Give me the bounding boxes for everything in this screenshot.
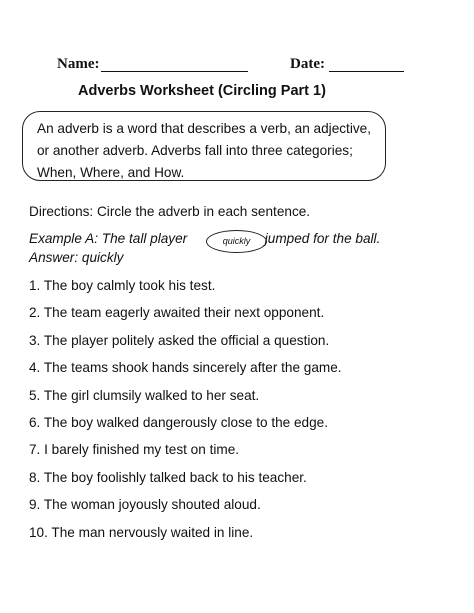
example-answer: Answer: quickly — [29, 250, 124, 265]
sentence-item: 4. The teams shook hands sincerely after the game. — [29, 360, 342, 376]
header-fields — [57, 56, 434, 78]
sentence-item: 9. The woman joyously shouted aloud. — [29, 497, 261, 513]
sentence-item: 5. The girl clumsily walked to her seat. — [29, 387, 260, 403]
sentence-item: 7. I barely finished my test on time. — [29, 442, 240, 458]
circled-example-word: quickly — [206, 230, 267, 253]
name-blank-line — [101, 71, 248, 72]
sentence-list — [29, 278, 342, 552]
sentence-item: 10. The man nervously waited in line. — [29, 524, 254, 540]
example-after: jumped for the ball. — [264, 231, 381, 246]
definition-box: An adverb is a word that describes a verb, an adjective, or another adverb. Adverbs fall into three categories; When, Where, and How. — [22, 111, 386, 181]
directions-text: Directions: Circle the adverb in each sentence. — [29, 204, 311, 219]
sentence-item: 8. The boy foolishly talked back to his teacher. — [29, 469, 307, 485]
example-sentence — [29, 231, 380, 246]
date-label: Date: — [290, 56, 325, 72]
sentence-item: 3. The player politely asked the official a question. — [29, 332, 330, 348]
sentence-item: 2. The team eagerly awaited their next opponent. — [29, 305, 325, 321]
worksheet-title: Adverbs Worksheet (Circling Part 1) — [78, 83, 326, 99]
example-before: Example A: The tall player — [29, 231, 188, 246]
sentence-item: 1. The boy calmly took his test. — [29, 278, 216, 293]
date-blank-line — [329, 71, 404, 72]
name-label: Name: — [57, 56, 100, 72]
sentence-item: 6. The boy walked dangerously close to the edge. — [29, 414, 329, 430]
